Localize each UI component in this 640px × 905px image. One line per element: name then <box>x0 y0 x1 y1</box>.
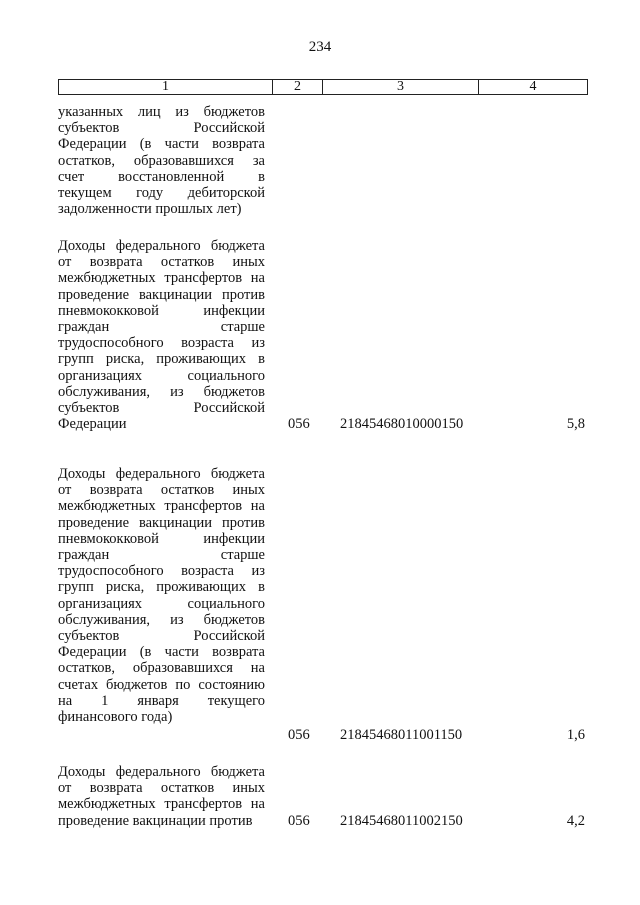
description-line: от возврата остатков иных <box>58 482 265 499</box>
description-line: Доходы федерального бюджета <box>58 238 265 254</box>
description-line: субъектов Российской <box>58 400 265 417</box>
description-line: счет восстановленной в <box>58 168 265 185</box>
description-line: групп риска, проживающих в <box>58 579 265 596</box>
admin-code: 056 <box>288 813 310 829</box>
description-line: проведение вакцинации против <box>58 286 265 303</box>
description-line: от возврата остатков иных <box>58 254 265 271</box>
description-line: субъектов Российской <box>58 120 265 137</box>
row-description <box>58 466 265 725</box>
description-line: от возврата остатков иных <box>58 780 265 797</box>
description-line: межбюджетных трансфертов на <box>58 796 265 813</box>
description-line: организациях социального <box>58 367 265 384</box>
description-line: межбюджетных трансфертов на <box>58 270 265 287</box>
description-line: субъектов Российской <box>58 628 265 645</box>
description-line: обслуживания, из бюджетов <box>58 383 265 400</box>
description-line: остатков, образовавшихся за <box>58 152 265 169</box>
column-header-table <box>58 79 588 95</box>
row-description <box>58 764 265 829</box>
row-description <box>58 238 265 432</box>
description-line: проведение вакцинации против <box>58 812 253 829</box>
admin-code: 056 <box>288 727 310 743</box>
description-line: трудоспособного возраста из <box>58 563 265 580</box>
description-line: межбюджетных трансфертов на <box>58 498 265 515</box>
description-line: на 1 января текущего <box>58 692 265 709</box>
amount-value: 5,8 <box>566 416 585 432</box>
budget-classification-code: 21845468011002150 <box>340 813 463 829</box>
amount-value: 1,6 <box>566 727 585 743</box>
description-line: Федерации (в части возврата <box>58 136 265 153</box>
column-header-4: 4 <box>479 80 588 95</box>
description-line: обслуживания, из бюджетов <box>58 611 265 628</box>
description-line: пневмококковой инфекции <box>58 302 265 319</box>
description-line: остатков, образовавшихся на <box>58 660 265 677</box>
description-line: Федерации (в части возврата <box>58 644 265 661</box>
budget-classification-code: 21845468011001150 <box>340 727 463 743</box>
description-line: задолженности прошлых лет) <box>58 201 242 218</box>
column-header-3: 3 <box>323 80 479 95</box>
admin-code: 056 <box>288 416 310 432</box>
description-line: трудоспособного возраста из <box>58 335 265 352</box>
description-line: текущем году дебиторской <box>58 185 265 202</box>
description-line: пневмококковой инфекции <box>58 530 265 547</box>
description-line: групп риска, проживающих в <box>58 351 265 368</box>
description-line: Доходы федерального бюджета <box>58 764 265 780</box>
description-line: указанных лиц из бюджетов <box>58 104 265 120</box>
column-header-2: 2 <box>273 80 323 95</box>
row-description <box>58 104 265 217</box>
budget-classification-code: 21845468010000150 <box>340 416 464 432</box>
column-header-row <box>59 80 588 95</box>
description-line: Доходы федерального бюджета <box>58 466 265 482</box>
description-line: счетах бюджетов по состоянию <box>58 676 265 693</box>
amount-value: 4,2 <box>566 813 585 829</box>
page-number: 234 <box>308 39 332 55</box>
description-line: граждан старше <box>58 547 265 564</box>
description-line: граждан старше <box>58 319 265 336</box>
description-line: организациях социального <box>58 595 265 612</box>
description-line: финансового года) <box>58 709 173 726</box>
description-line: Федерации <box>58 416 127 433</box>
description-line: проведение вакцинации против <box>58 514 265 531</box>
column-header-1: 1 <box>59 80 273 95</box>
